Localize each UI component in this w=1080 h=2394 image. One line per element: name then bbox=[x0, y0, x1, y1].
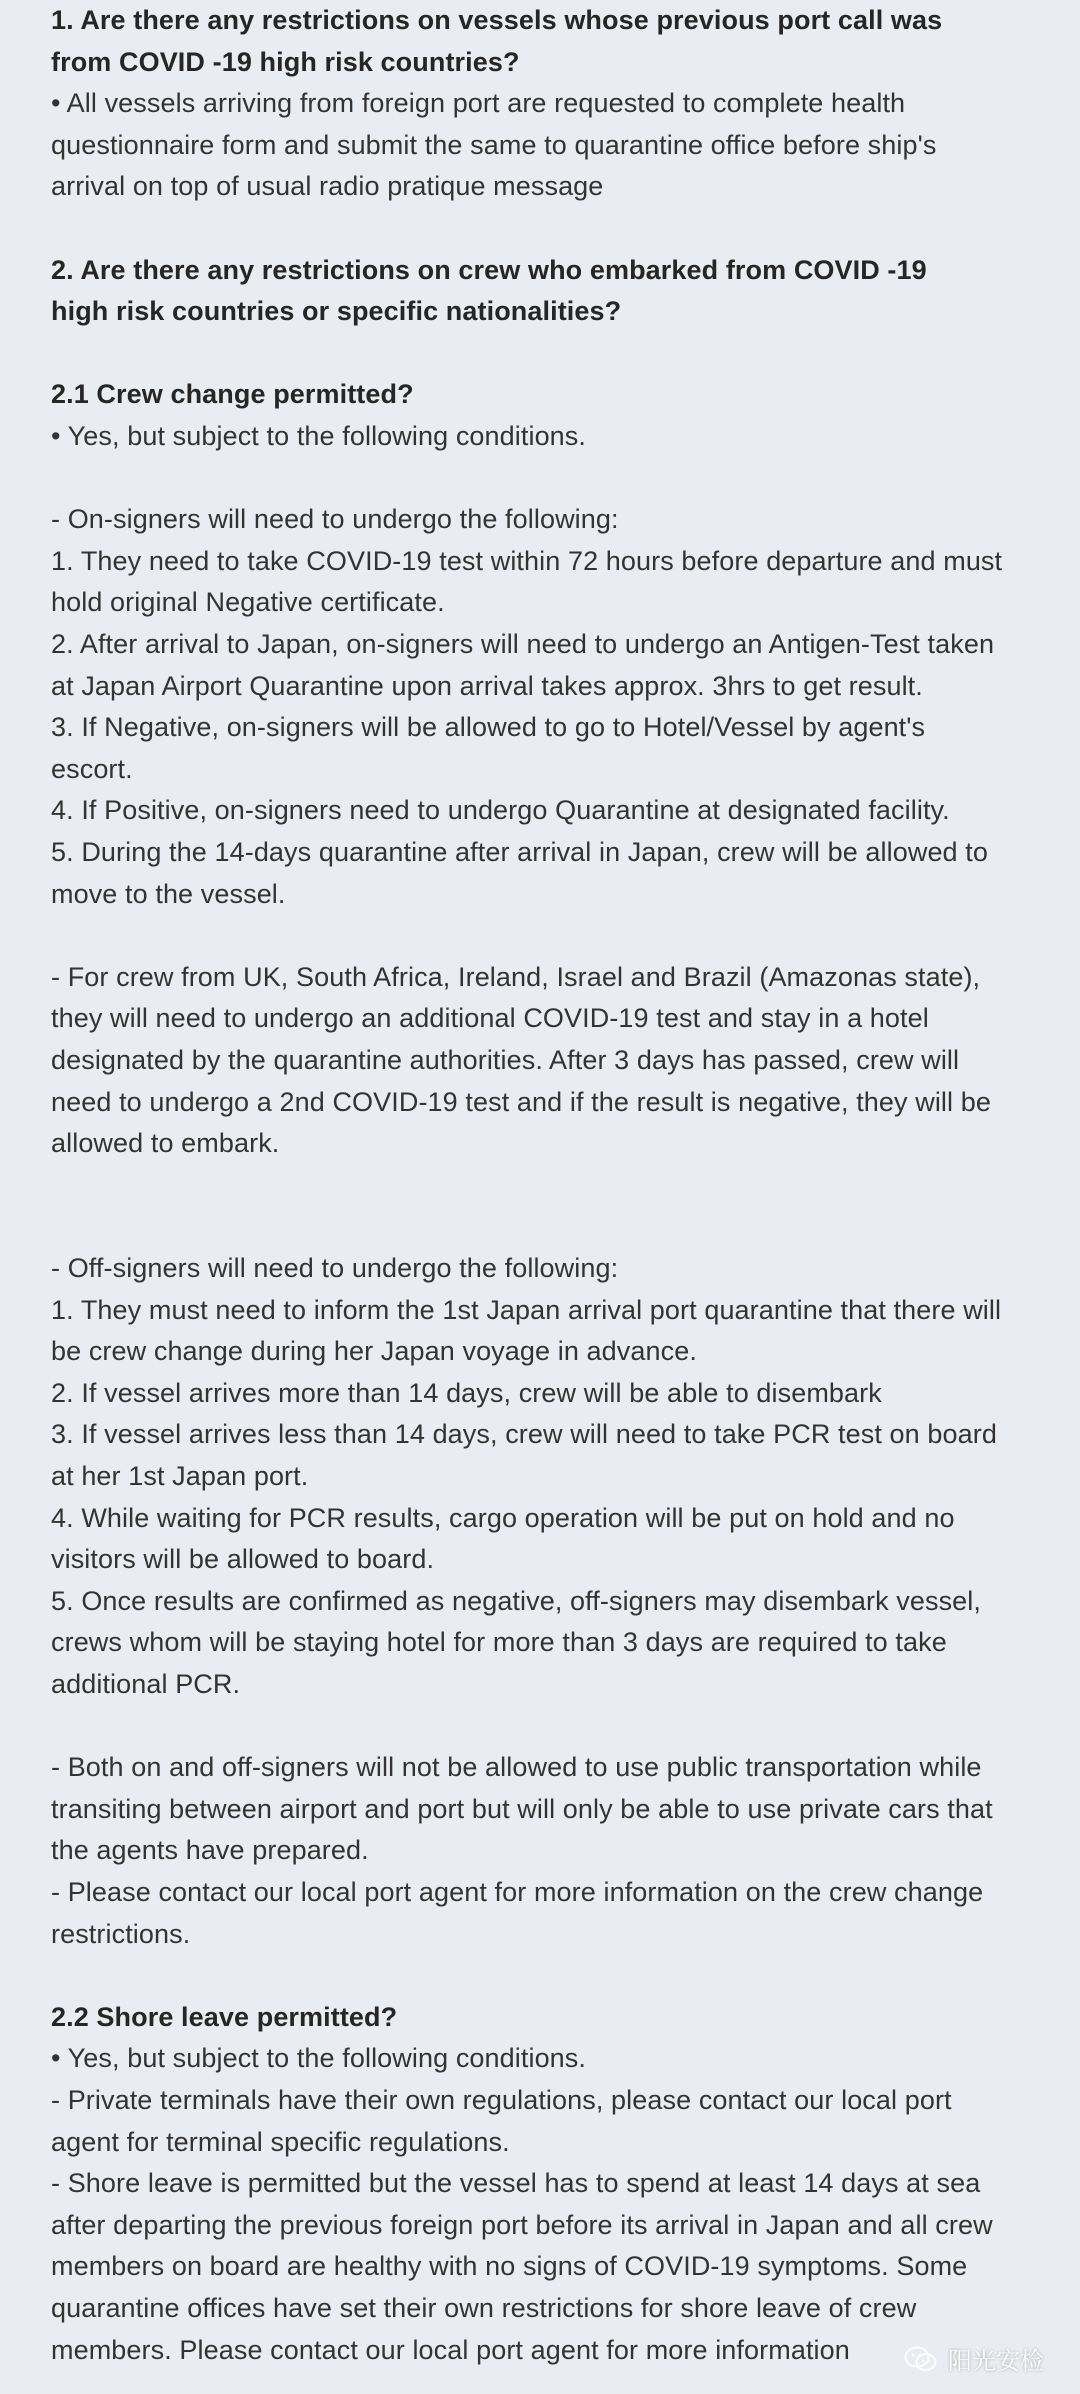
text-line: - For crew from UK, South Africa, Ireland, Israel and Brazil (Amazonas state), bbox=[51, 961, 981, 992]
text-line: at her 1st Japan port. bbox=[51, 1461, 309, 1491]
text-line: arrival on top of usual radio pratique message bbox=[51, 171, 604, 202]
heading-line: 2. Are there any restrictions on crew who embarked from COVID -19 bbox=[51, 254, 927, 285]
text-line: allowed to embark. bbox=[51, 1128, 280, 1159]
heading-line: 2.1 Crew change permitted? bbox=[51, 379, 414, 410]
heading-line: from COVID -19 high risk countries? bbox=[51, 46, 520, 77]
text-line: questionnaire form and submit the same to quarantine office before ship's bbox=[51, 129, 937, 160]
text-line: 5. During the 14-days quarantine after arrival in Japan, crew will be allowed to bbox=[51, 837, 988, 867]
text-line: - Shore leave is permitted but the vessel has to spend at least 14 days at sea bbox=[51, 2168, 981, 2199]
watermark bbox=[904, 2341, 1044, 2376]
text-line: additional PCR. bbox=[51, 1669, 241, 1699]
text-line: 4. If Positive, on-signers need to undergo Quarantine at designated facility. bbox=[51, 795, 950, 826]
text-line: 4. While waiting for PCR results, cargo operation will be put on hold and no bbox=[51, 1502, 955, 1533]
text-line: - Private terminals have their own regulations, please contact our local port bbox=[51, 2085, 952, 2115]
text-line: need to undergo a 2nd COVID-19 test and if the result is negative, they will be bbox=[51, 1086, 991, 1117]
text-line: transiting between airport and port but will only be able to use private cars that bbox=[51, 1793, 993, 1824]
text-line: 1. They must need to inform the 1st Japan arrival port quarantine that there will bbox=[51, 1294, 1002, 1325]
text-line: - Please contact our local port agent for more information on the crew change bbox=[51, 1877, 984, 1907]
heading-line: 1. Are there any restrictions on vessels whose previous port call was bbox=[51, 5, 943, 35]
heading-line: high risk countries or specific nationalities? bbox=[51, 296, 622, 327]
text-line: 2. After arrival to Japan, on-signers will need to undergo an Antigen-Test taken bbox=[51, 629, 995, 659]
text-line: members. Please contact our local port agent for more information bbox=[51, 2334, 850, 2365]
text-line: designated by the quarantine authorities. After 3 days has passed, crew will bbox=[51, 1045, 960, 1075]
text-line: restrictions. bbox=[51, 1918, 191, 1949]
text-line: 3. If Negative, on-signers will be allowed to go to Hotel/Vessel by agent's bbox=[51, 712, 926, 743]
text-line: they will need to undergo an additional COVID-19 test and stay in a hotel bbox=[51, 1003, 929, 1034]
text-line: members on board are healthy with no signs of COVID-19 symptoms. Some bbox=[51, 2251, 968, 2282]
text-line: escort. bbox=[51, 753, 133, 784]
text-line: 2. If vessel arrives more than 14 days, crew will be able to disembark bbox=[51, 1377, 882, 1408]
text-line: - On-signers will need to undergo the following: bbox=[51, 504, 619, 535]
text-line: crews whom will be staying hotel for more than 3 days are required to take bbox=[51, 1627, 947, 1658]
heading-line: 2.2 Shore leave permitted? bbox=[51, 2001, 398, 2032]
text-line: 5. Once results are confirmed as negative, off-signers may disembark vessel, bbox=[51, 1585, 982, 1616]
watermark-text: 阳光安检 bbox=[948, 2348, 1044, 2375]
text-line: visitors will be allowed to board. bbox=[51, 1544, 435, 1575]
text-line: quarantine offices have set their own restrictions for shore leave of crew bbox=[51, 2293, 917, 2323]
text-line: 1. They need to take COVID-19 test within 72 hours before departure and must bbox=[51, 545, 1003, 576]
text-line: be crew change during her Japan voyage in advance. bbox=[51, 1336, 697, 1367]
text-line: move to the vessel. bbox=[51, 878, 286, 909]
text-line: - Off-signers will need to undergo the following: bbox=[51, 1253, 619, 1283]
text-line: the agents have prepared. bbox=[51, 1835, 369, 1866]
text-line: • Yes, but subject to the following conditions. bbox=[51, 421, 586, 451]
text-line: • Yes, but subject to the following conditions. bbox=[51, 2043, 586, 2074]
text-line: at Japan Airport Quarantine upon arrival takes approx. 3hrs to get result. bbox=[51, 670, 923, 701]
text-line: - Both on and off-signers will not be allowed to use public transportation while bbox=[51, 1752, 982, 1783]
text-line: 3. If vessel arrives less than 14 days, crew will need to take PCR test on board bbox=[51, 1419, 997, 1450]
text-line: after departing the previous foreign port before its arrival in Japan and all crew bbox=[51, 2209, 993, 2240]
text-line: hold original Negative certificate. bbox=[51, 587, 445, 618]
text-line: agent for terminal specific regulations. bbox=[51, 2126, 510, 2157]
text-line: • All vessels arriving from foreign port are requested to complete health bbox=[51, 88, 906, 119]
wechat-icon bbox=[904, 2345, 938, 2373]
